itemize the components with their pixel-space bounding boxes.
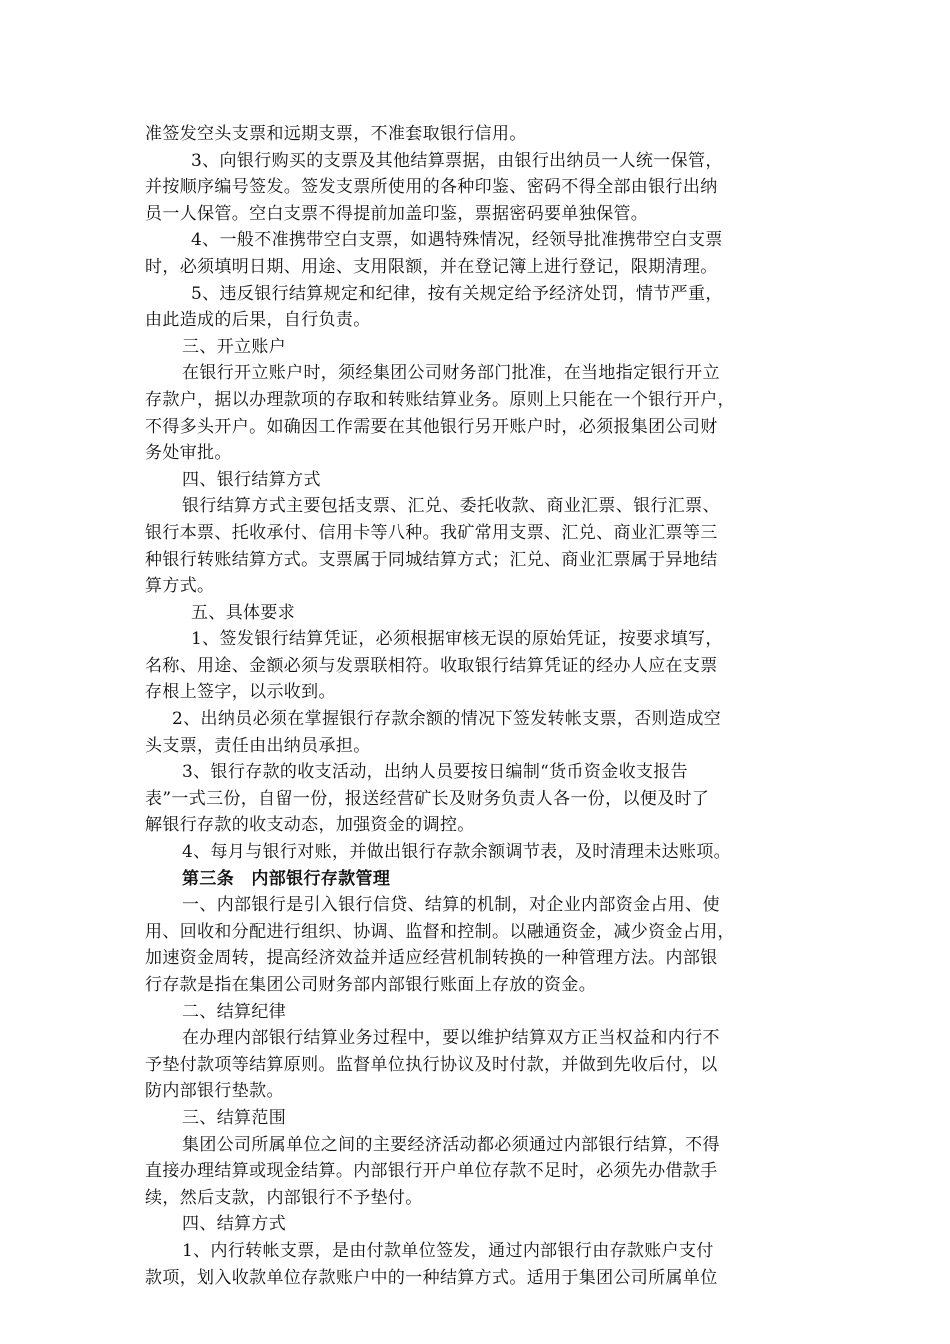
text-line: 存款户，据以办理款项的存取和转账结算业务。原则上只能在一个银行开户， — [145, 389, 735, 410]
text-line: 员一人保管。空白支票不得提前加盖印鉴，票据密码要单独保管。 — [145, 203, 649, 224]
text-line: 1、签发银行结算凭证，必须根据审核无误的原始凭证，按要求填写， — [191, 629, 723, 650]
text-line: 在银行开立账户时，须经集团公司财务部门批准，在当地指定银行开立 — [182, 363, 720, 384]
text-line: 务处审批。 — [145, 443, 232, 464]
text-line: 解银行存款的收支动态，加强资金的调控。 — [145, 815, 475, 836]
text-line: 并按顺序编号签发。签发支票所使用的各种印鉴、密码不得全部由银行出纳 — [145, 177, 718, 198]
text-line: 款项，划入收款单位存款账户中的一种结算方式。适用于集团公司所属单位 — [145, 1267, 718, 1288]
text-line: 4、每月与银行对账，并做出银行存款余额调节表，及时清理未达账项。 — [182, 842, 732, 863]
section-heading: 第三条 内部银行存款管理 — [182, 868, 391, 889]
text-line: 不得多头开户。如确因工作需要在其他银行另开账户时，必须报集团公司财 — [145, 416, 718, 437]
text-line: 2、出纳员必须在掌握银行存款余额的情况下签发转帐支票，否则造成空 — [172, 709, 722, 730]
text-line: 由此造成的后果，自行负责。 — [145, 310, 371, 331]
text-line: 加速资金周转，提高经济效益并适应经营机制转换的一种管理方法。内部银 — [145, 948, 718, 969]
text-line: 三、结算范围 — [182, 1107, 287, 1128]
text-line: 二、结算纪律 — [182, 1001, 287, 1022]
text-line: 1、内行转帐支票，是由付款单位签发，通过内部银行由存款账户支付 — [182, 1240, 714, 1261]
text-line: 在办理内部银行结算业务过程中，要以维护结算双方正当权益和内行不 — [182, 1028, 720, 1049]
document-body — [145, 121, 810, 1291]
text-line: 四、结算方式 — [182, 1214, 287, 1235]
text-line: 3、银行存款的收支活动，出纳人员要按日编制“货币资金收支报告 — [182, 762, 689, 783]
text-line: 直接办理结算或现金结算。内部银行开户单位存款不足时，必须先办借款手 — [145, 1161, 718, 1182]
text-line: 种银行转账结算方式。支票属于同城结算方式；汇兑、商业汇票属于异地结 — [145, 549, 718, 570]
text-line: 5、违反银行结算规定和纪律，按有关规定给予经济处罚，情节严重， — [191, 283, 723, 304]
text-line: 表”一式三份，自留一份，报送经营矿长及财务负责人各一份，以便及时了 — [145, 788, 710, 809]
text-line: 一、内部银行是引入银行信贷、结算的机制，对企业内部资金占用、使 — [182, 895, 720, 916]
text-line: 存根上签字，以示收到。 — [145, 682, 336, 703]
text-line: 头支票，责任由出纳员承担。 — [145, 735, 371, 756]
text-line: 名称、用途、金额必须与发票联相符。收取银行结算凭证的经办人应在支票 — [145, 655, 718, 676]
text-line: 时，必须填明日期、用途、支用限额，并在登记簿上进行登记，限期清理。 — [145, 256, 718, 277]
text-line: 行存款是指在集团公司财务部内部银行账面上存放的资金。 — [145, 975, 597, 995]
text-line: 续，然后支款，内部银行不予垫付。 — [145, 1187, 423, 1208]
text-line: 银行结算方式主要包括支票、汇兑、委托收款、商业汇票、银行汇票、 — [182, 496, 720, 517]
text-line: 集团公司所属单位之间的主要经济活动都必须通过内部银行结算，不得 — [182, 1134, 720, 1155]
text-line: 算方式。 — [145, 576, 215, 597]
text-line: 4、一般不准携带空白支票，如遇特殊情况，经领导批准携带空白支票 — [191, 230, 723, 251]
text-line: 三、开立账户 — [182, 336, 287, 357]
text-line: 予垫付款项等结算原则。监督单位执行协议及时付款，并做到先收后付，以 — [145, 1054, 718, 1075]
text-line: 防内部银行垫款。 — [145, 1081, 284, 1102]
text-line: 五、具体要求 — [191, 602, 296, 623]
text-line: 银行本票、托收承付、信用卡等八种。我矿常用支票、汇兑、商业汇票等三 — [145, 522, 718, 543]
text-line: 准签发空头支票和远期支票，不准套取银行信用。 — [145, 124, 527, 144]
text-line: 四、银行结算方式 — [182, 469, 321, 490]
text-line: 用、回收和分配进行组织、协调、监督和控制。以融通资金，减少资金占用， — [145, 921, 735, 942]
text-line: 3、向银行购买的支票及其他结算票据，由银行出纳员一人统一保管， — [191, 150, 723, 171]
